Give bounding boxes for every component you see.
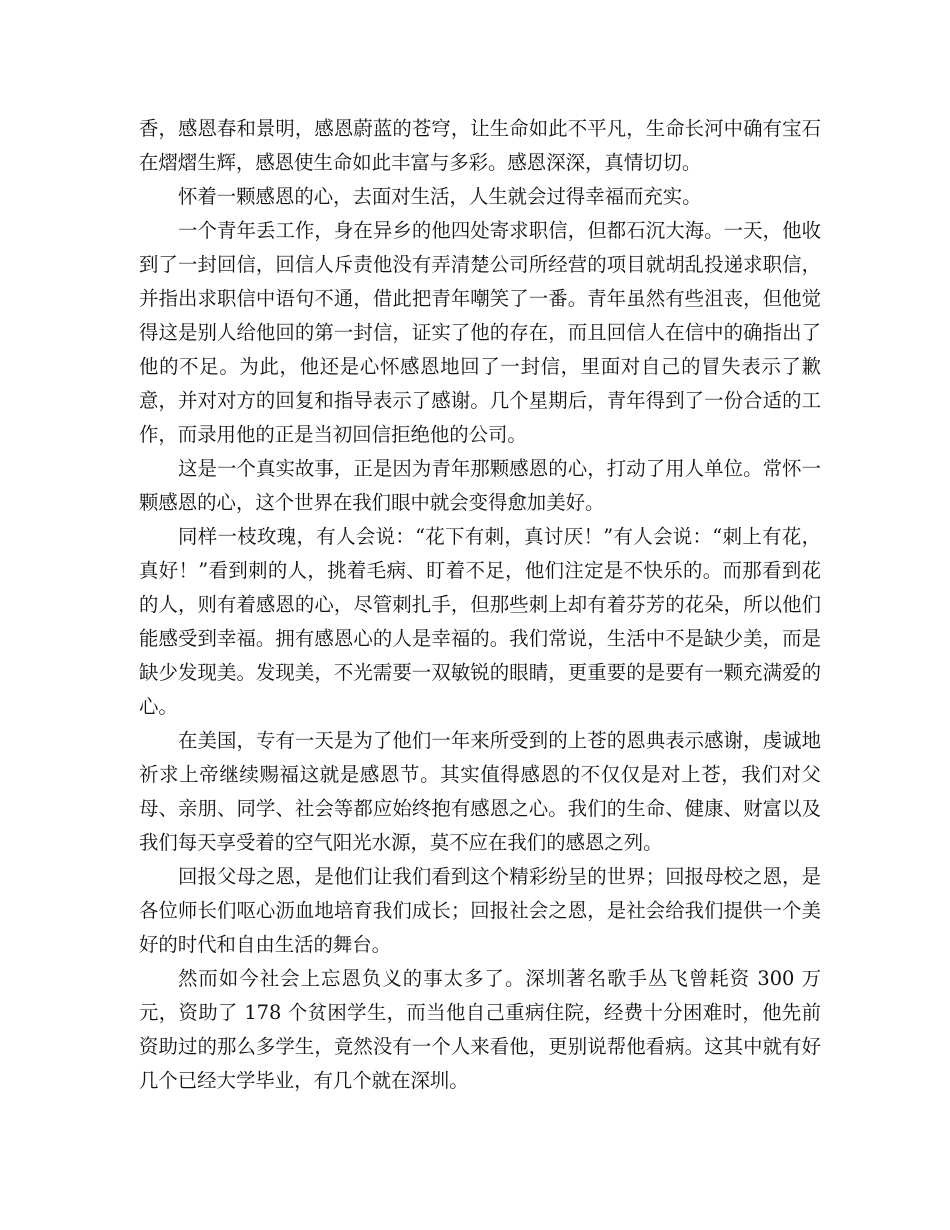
paragraph-8: 然而如今社会上忘恩负义的事太多了。深圳著名歌手丛飞曾耗资 300 万元，资助了 178 个贫困学生，而当他自己重病住院，经费十分困难时，他先前资助过的那么多学生，竟然没有一个人来看他，更别说帮他看病。这其中就有好几个已经大学毕业，有几个就在深圳。 [139, 967, 821, 1092]
paragraph-2: 怀着一颗感恩的心，去面对生活，人生就会过得幸福而充实。 [178, 185, 702, 208]
paragraph-4: 这是一个真实故事，正是因为青年那颗感恩的心，打动了用人单位。常怀一颗感恩的心，这个世界在我们眼中就会变得愈加美好。 [139, 457, 821, 514]
paragraph-1: 香，感恩春和景明，感恩蔚蓝的苍穹，让生命如此不平凡，生命长河中确有宝石在熠熠生辉，感恩使生命如此丰富与多彩。感恩深深，真情切切。 [139, 117, 821, 174]
paragraph-6: 在美国，专有一天是为了他们一年来所受到的上苍的恩典表示感谢，虔诚地祈求上帝继续赐福这就是感恩节。其实值得感恩的不仅仅是对上苍，我们对父母、亲朋、同学、社会等都应始终抱有感恩之心。我们的生命、健康、财富以及我们每天享受着的空气阳光水源，莫不应在我们的感恩之列。 [139, 729, 821, 854]
paragraph-3: 一个青年丢工作，身在异乡的他四处寄求职信，但都石沉大海。一天，他收到了一封回信，回信人斥责他没有弄清楚公司所经营的项目就胡乱投递求职信，并指出求职信中语句不通，借此把青年嘲笑了一番。青年虽然有些沮丧，但他觉得这是别人给他回的第一封信，证实了他的存在，而且回信人在信中的确指出了他的不足。为此，他还是心怀感恩地回了一封信，里面对自己的冒失表示了歉意，并对对方的回复和指导表示了感谢。几个星期后，青年得到了一份合适的工作，而录用他的正是当初回信拒绝他的公司。 [139, 219, 821, 446]
paragraph-5: 同样一枝玫瑰，有人会说：“花下有刺，真讨厌！”有人会说：“刺上有花，真好！”看到刺的人，挑着毛病、盯着不足，他们注定是不快乐的。而那看到花的人，则有着感恩的心，尽管刺扎手，但那些刺上却有着芬芳的花朵，所以他们能感受到幸福。拥有感恩心的人是幸福的。我们常说，生活中不是缺少美，而是缺少发现美。发现美，不光需要一双敏锐的眼睛，更重要的是要有一颗充满爱的心。 [139, 525, 821, 718]
document-body [139, 112, 821, 1098]
paragraph-7: 回报父母之恩，是他们让我们看到这个精彩纷呈的世界；回报母校之恩，是各位师长们呕心沥血地培育我们成长；回报社会之恩，是社会给我们提供一个美好的时代和自由生活的舞台。 [139, 865, 821, 956]
